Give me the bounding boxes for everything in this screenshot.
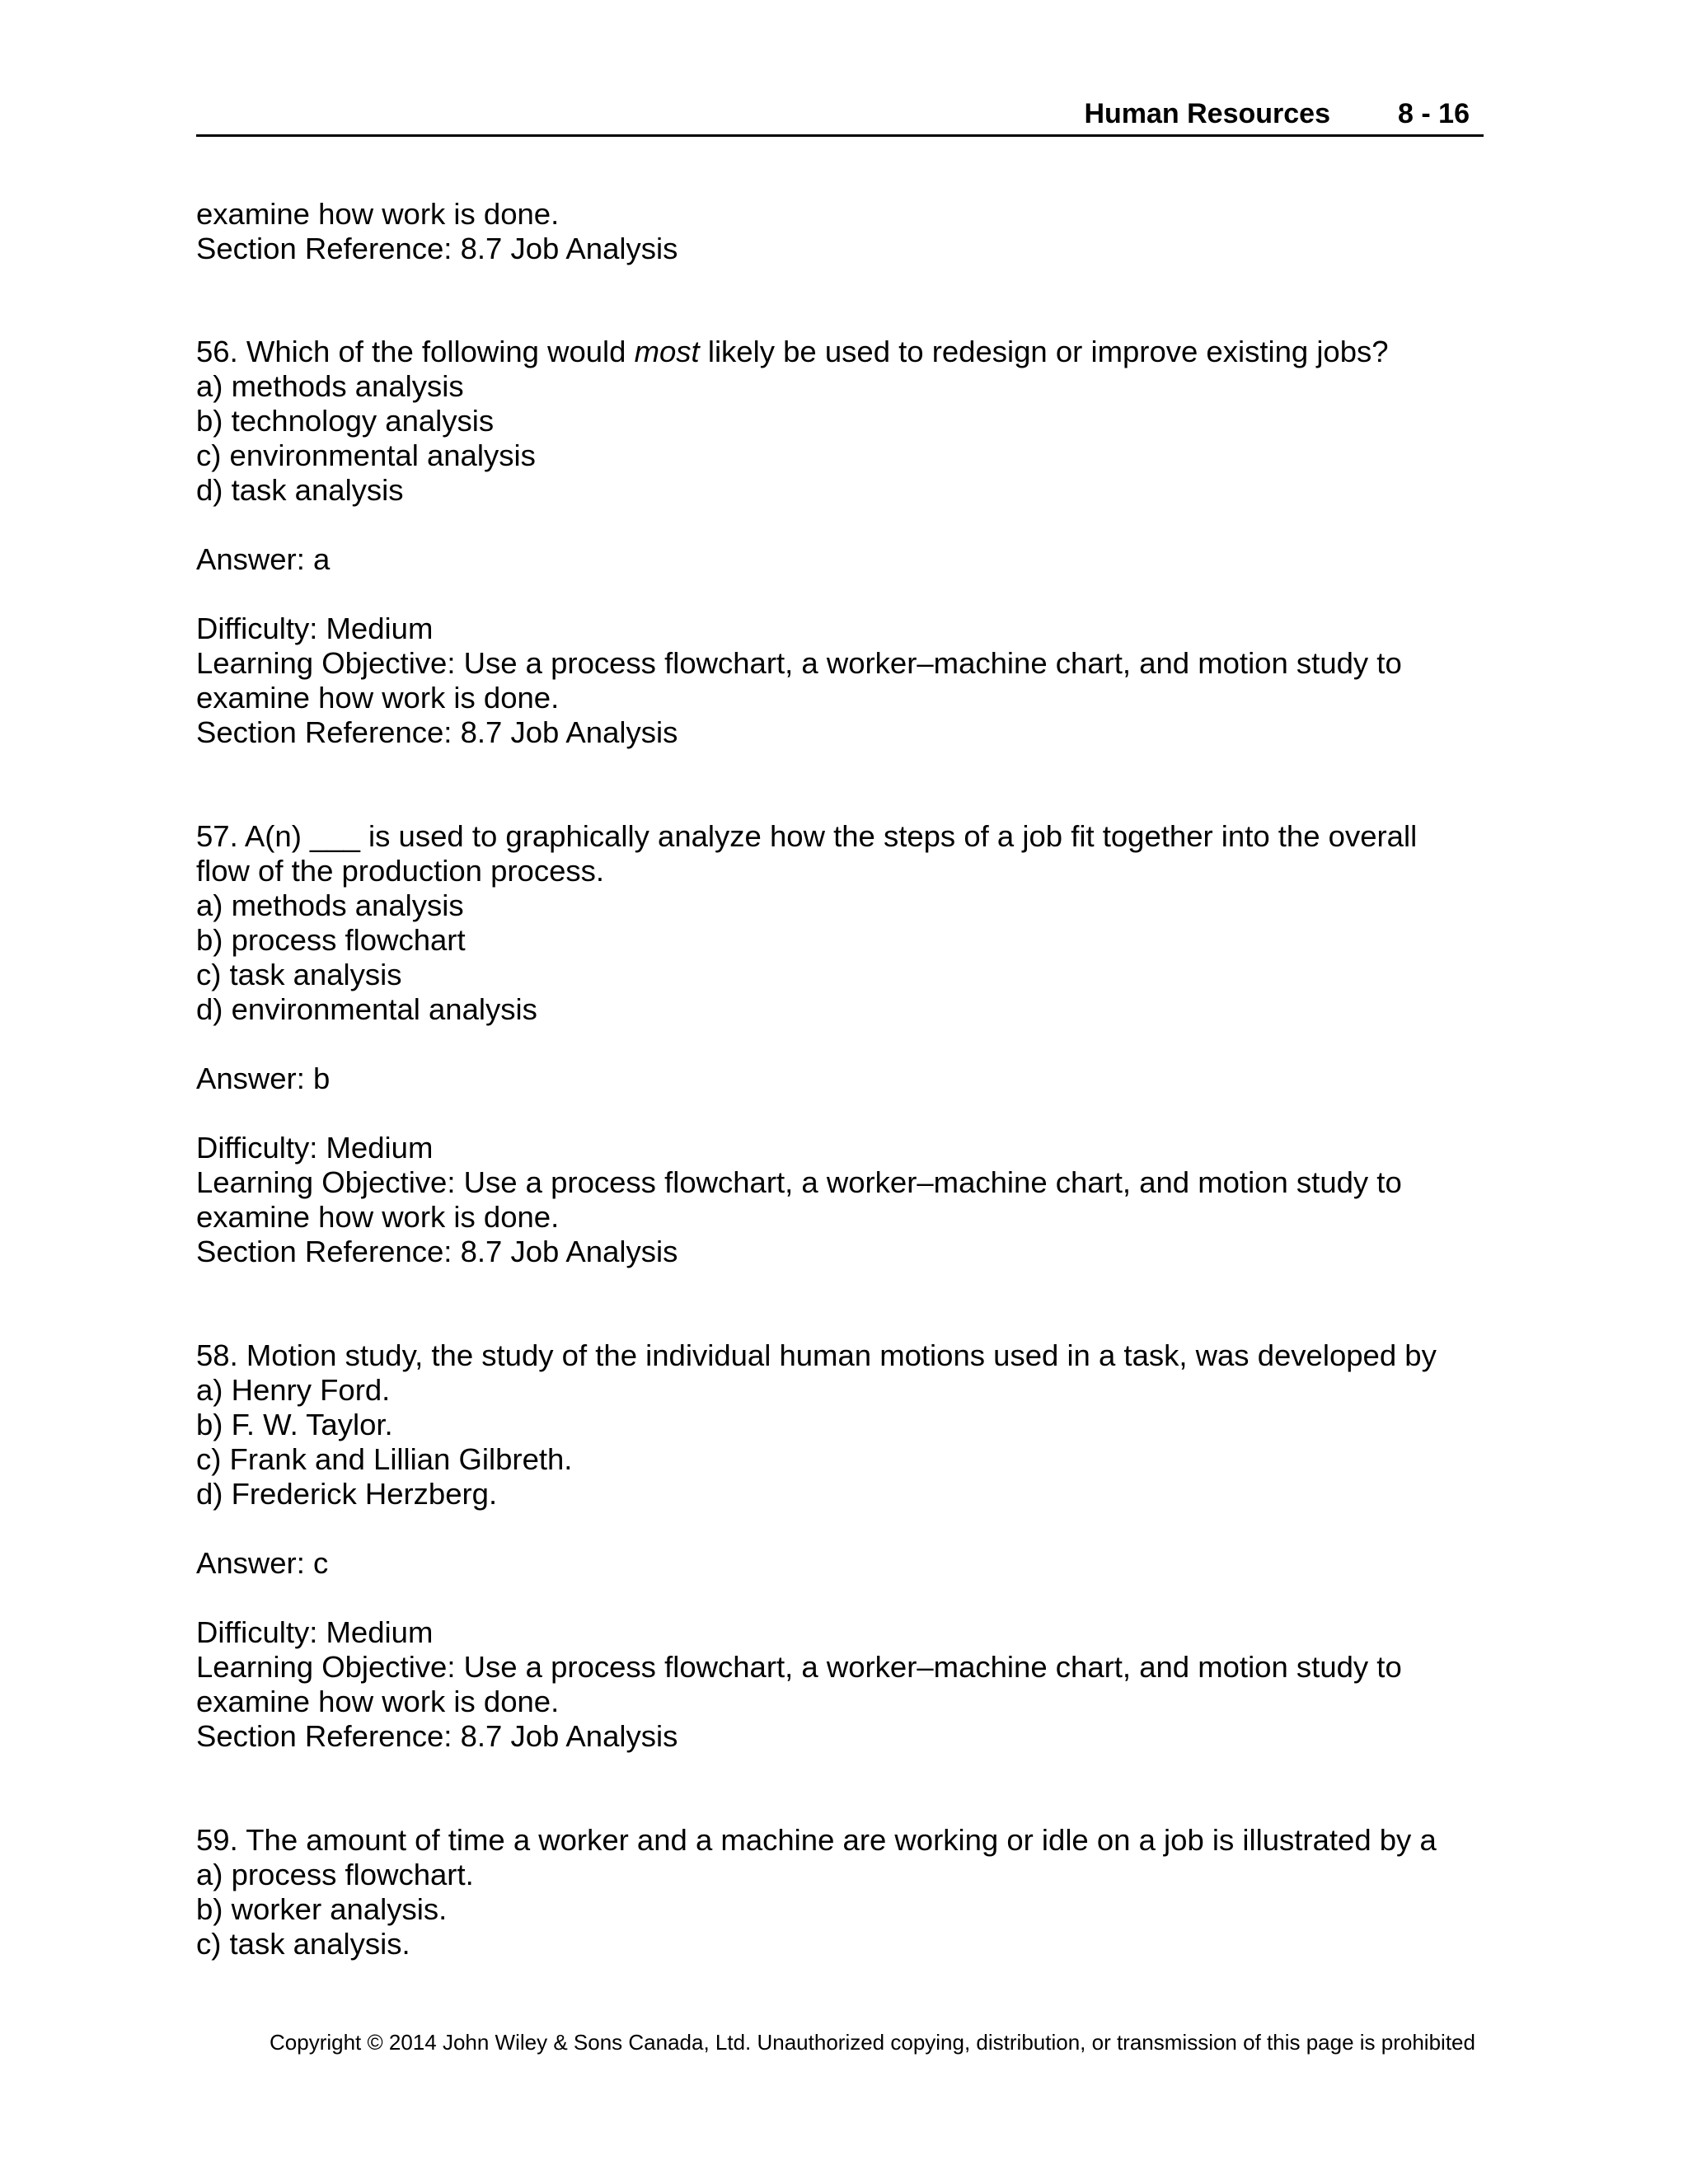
question-number: 56. — [196, 335, 238, 368]
answer-option: d) Frederick Herzberg. — [196, 1477, 498, 1511]
answer-option: a) methods analysis — [196, 888, 464, 922]
question-text: Motion study, the study of the individual human motions used in a task, was developed by — [246, 1338, 1437, 1372]
learning-objective: examine how work is done. — [196, 1685, 560, 1718]
section-reference: Section Reference: 8.7 Job Analysis — [196, 1235, 678, 1268]
learning-objective: examine how work is done. — [196, 1200, 560, 1234]
answer-option: b) F. W. Taylor. — [196, 1408, 393, 1441]
answer-option: c) Frank and Lillian Gilbreth. — [196, 1442, 573, 1476]
question-number: 57. — [196, 819, 238, 853]
section-reference: Section Reference: 8.7 Job Analysis — [196, 715, 678, 749]
objective-continuation: examine how work is done. — [196, 197, 560, 231]
learning-objective: examine how work is done. — [196, 681, 560, 715]
answer-option: c) task analysis. — [196, 1927, 410, 1961]
learning-objective: Learning Objective: Use a process flowchart, a worker–machine chart, and motion study to — [196, 1165, 1402, 1199]
answer-option: b) process flowchart — [196, 923, 466, 957]
answer-option: a) process flowchart. — [196, 1858, 474, 1891]
section-reference: Section Reference: 8.7 Job Analysis — [196, 232, 678, 265]
emphasis-text: most — [634, 335, 700, 368]
question-stem — [196, 335, 1389, 369]
page-number: 8 - 16 — [1398, 98, 1470, 129]
difficulty: Difficulty: Medium — [196, 612, 434, 645]
question-stem — [196, 1338, 1437, 1373]
learning-objective: Learning Objective: Use a process flowchart, a worker–machine chart, and motion study to — [196, 646, 1402, 680]
answer-option: d) task analysis — [196, 473, 404, 507]
question-stem — [196, 1823, 1437, 1858]
page-header — [196, 96, 1484, 137]
difficulty: Difficulty: Medium — [196, 1615, 434, 1649]
question-text: Which of the following would — [246, 335, 635, 368]
question-text: The amount of time a worker and a machine are working or idle on a job is illustrated by a — [246, 1823, 1437, 1857]
question-text: A(n) ___ is used to graphically analyze how the steps of a job fit together into the overall — [244, 819, 1418, 853]
answer-option: a) Henry Ford. — [196, 1373, 391, 1407]
answer-option: b) technology analysis — [196, 404, 495, 438]
difficulty: Difficulty: Medium — [196, 1131, 434, 1165]
learning-objective: Learning Objective: Use a process flowchart, a worker–machine chart, and motion study to — [196, 1650, 1402, 1684]
header-title: Human Resources — [1084, 98, 1330, 129]
answer-option: b) worker analysis. — [196, 1892, 448, 1926]
question-number: 58. — [196, 1338, 238, 1372]
answer-key: Answer: a — [196, 542, 331, 576]
answer-key: Answer: b — [196, 1062, 331, 1095]
question-number: 59. — [196, 1823, 238, 1857]
section-reference: Section Reference: 8.7 Job Analysis — [196, 1719, 678, 1753]
question-stem — [196, 819, 1417, 854]
answer-key: Answer: c — [196, 1546, 329, 1580]
question-text: flow of the production process. — [196, 854, 605, 888]
answer-option: c) task analysis — [196, 958, 402, 991]
answer-option: d) environmental analysis — [196, 992, 537, 1026]
question-text: likely be used to redesign or improve existing jobs? — [699, 335, 1389, 368]
answer-option: a) methods analysis — [196, 369, 464, 403]
copyright-footer: Copyright © 2014 John Wiley & Sons Canada, Ltd. Unauthorized copying, distribution, or transmission of this page is prohibited — [270, 2030, 1475, 2055]
answer-option: c) environmental analysis — [196, 438, 536, 472]
